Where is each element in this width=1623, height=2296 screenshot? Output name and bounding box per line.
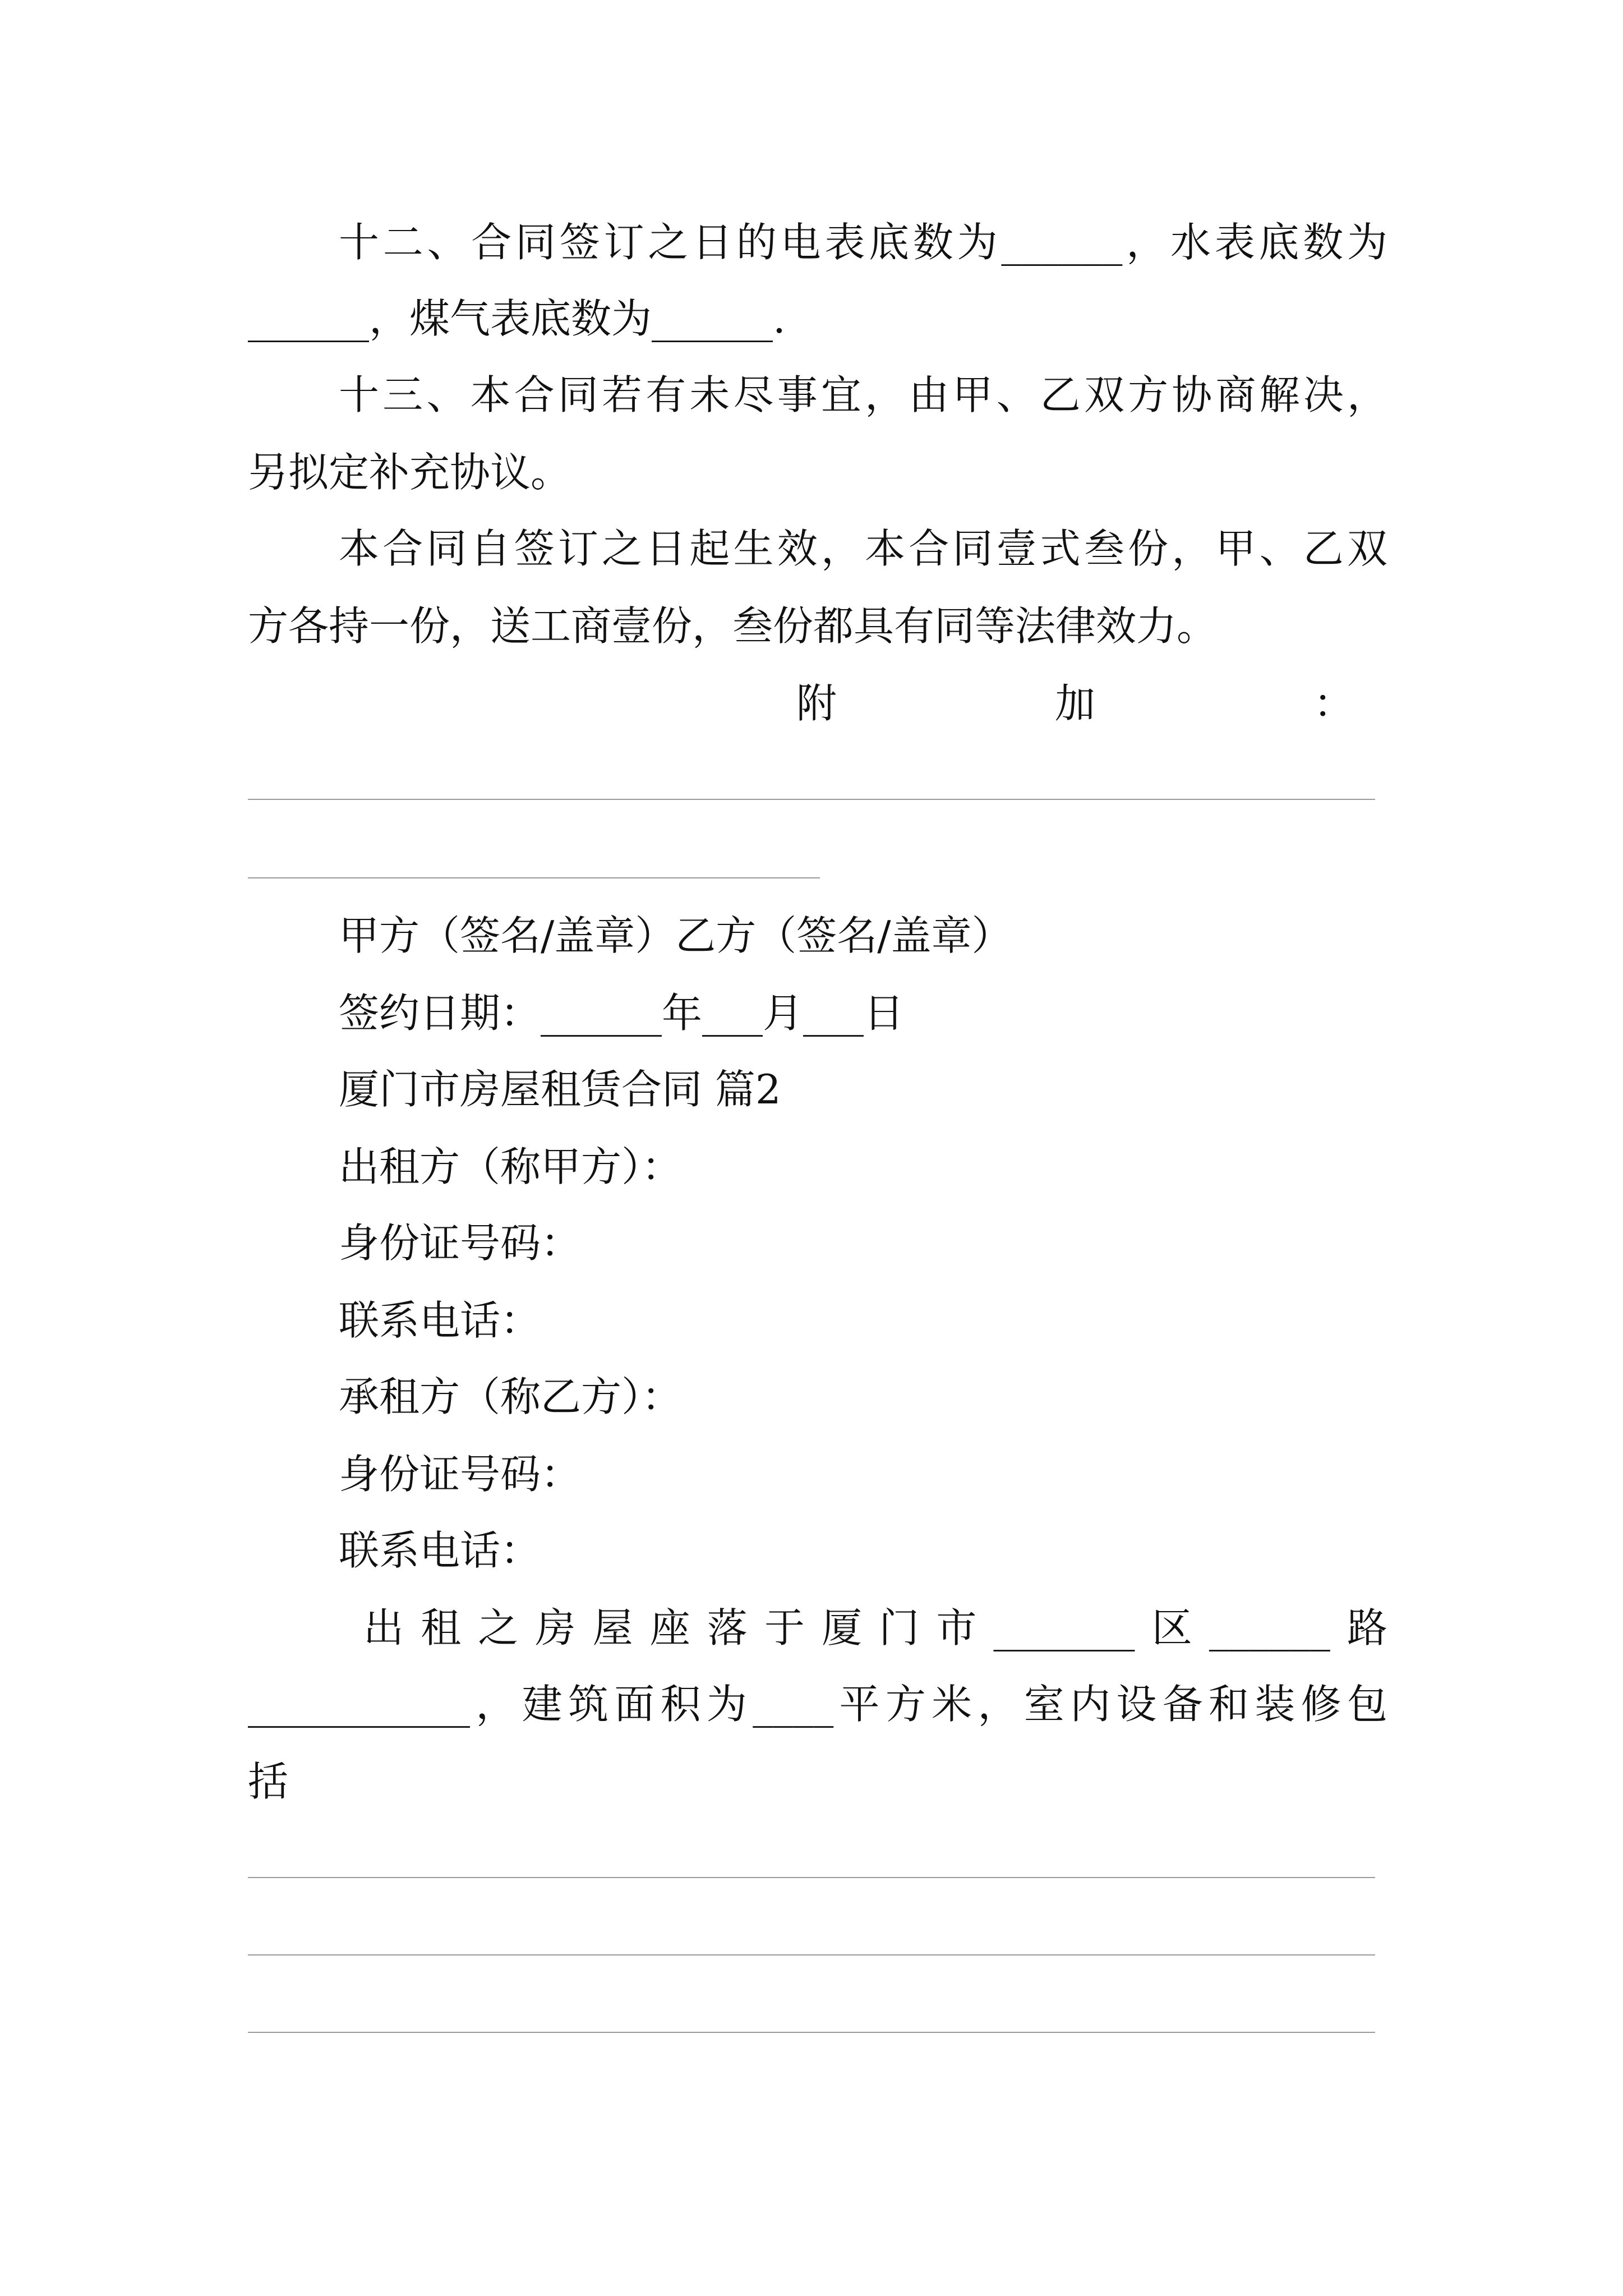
clause-12-line-2: ______，煤气表底数为______.: [248, 295, 786, 342]
effect-line-2: 方各持一份，送工商壹份，叁份都具有同等法律效力。: [248, 602, 1218, 650]
clause-13-line-1: 十三、本合同若有未尽事宜，由甲、乙双方协商解决，: [339, 371, 1387, 418]
lessor-label: 出租方（称甲方）：: [339, 1143, 683, 1190]
section-heading: 厦门市房屋租赁合同 篇2: [339, 1066, 781, 1113]
location-line-2: ___________，建筑面积为____平方米，室内设备和装修包: [248, 1681, 1387, 1728]
location-line-1: 出租之房屋座落于厦门市_______区______路: [363, 1604, 1387, 1651]
lessor-phone-label: 联系电话：: [339, 1297, 541, 1344]
lessor-id-label: 身份证号码：: [339, 1220, 582, 1267]
lessee-phone-label: 联系电话：: [339, 1527, 541, 1574]
equipment-blank-line-3: [248, 2032, 1375, 2033]
lessee-label: 承租方（称乙方）：: [339, 1373, 683, 1420]
attachment-blank-line-short: [248, 877, 820, 878]
attachment-label: 附 加 ：: [796, 680, 1354, 727]
attachment-blank-line: [248, 799, 1375, 800]
lessee-id-label: 身份证号码：: [339, 1451, 582, 1498]
signature-line: 甲方（签名/盖章）乙方（签名/盖章）: [339, 912, 1012, 959]
equipment-blank-line-1: [248, 1877, 1375, 1878]
effect-line-1: 本合同自签订之日起生效，本合同壹式叁份，甲、乙双: [339, 525, 1387, 572]
location-line-3: 括: [248, 1758, 289, 1805]
equipment-blank-line-2: [248, 1954, 1375, 1955]
clause-13-line-2: 另拟定补充协议。: [248, 449, 571, 496]
signing-date: 签约日期：______年___月___日: [339, 990, 905, 1037]
clause-12-line-1: 十二、合同签订之日的电表底数为______，水表底数为: [339, 219, 1387, 266]
